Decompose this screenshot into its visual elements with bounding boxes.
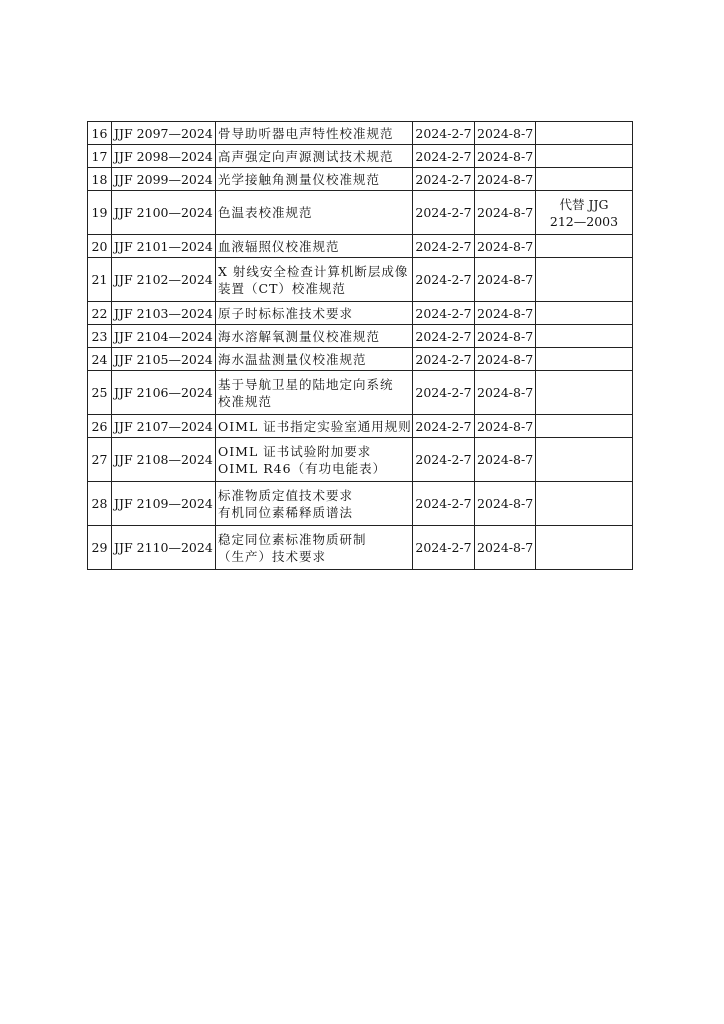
standard-name-cell (216, 191, 413, 235)
standard-code-cell: JJF 2103—2024 (112, 302, 216, 325)
standard-code-cell: JJF 2106—2024 (112, 371, 216, 415)
standard-code-cell: JJF 2105—2024 (112, 348, 216, 371)
row-number-cell: 19 (88, 191, 112, 235)
remark-line: 代替 JJG (559, 196, 609, 212)
standard-name-line: 色温表校准规范 (218, 205, 313, 220)
remark-cell (536, 145, 633, 168)
standard-name-cell (216, 168, 413, 191)
standard-name-line: X 射线安全检查计算机断层成像 (218, 263, 409, 279)
implementation-date-cell: 2024-8-7 (475, 371, 536, 415)
standard-name-line: 骨导助听器电声特性校准规范 (218, 125, 394, 141)
issue-date-cell: 2024-2-7 (413, 235, 475, 258)
standard-name-line: 原子时标标准技术要求 (218, 305, 354, 321)
standard-name-line: 校准规范 (218, 393, 273, 409)
standard-code-cell: JJF 2102—2024 (112, 258, 216, 302)
table-row (88, 191, 633, 235)
issue-date-cell: 2024-2-7 (413, 145, 475, 168)
standard-name-line: 稳定同位素标准物质研制 (218, 531, 367, 547)
standard-name-line: 血液辐照仪校准规范 (218, 238, 340, 254)
remark-cell (536, 325, 633, 348)
remark-cell (536, 348, 633, 371)
issue-date-cell: 2024-2-7 (413, 415, 475, 438)
implementation-date-cell: 2024-8-7 (475, 348, 536, 371)
standard-name-cell (216, 415, 413, 438)
row-number-cell: 28 (88, 482, 112, 526)
standard-name-cell (216, 235, 413, 258)
standard-name-line: （生产）技术要求 (218, 548, 327, 564)
remark-cell (536, 122, 633, 145)
standard-name-line: 高声强定向声源测试技术规范 (218, 148, 394, 164)
standard-name-cell (216, 371, 413, 415)
issue-date-cell: 2024-2-7 (413, 122, 475, 145)
standard-name-line: 海水温盐测量仪校准规范 (218, 351, 367, 367)
remark-cell (536, 438, 633, 482)
standard-name-line: 海水溶解氧测量仪校准规范 (218, 328, 381, 344)
table-row (88, 482, 633, 526)
issue-date-cell: 2024-2-7 (413, 168, 475, 191)
implementation-date-cell: 2024-8-7 (475, 415, 536, 438)
remark-cell (536, 526, 633, 570)
standards-table (87, 121, 633, 570)
implementation-date-cell: 2024-8-7 (475, 145, 536, 168)
standard-code-cell: JJF 2097—2024 (112, 122, 216, 145)
table-row (88, 325, 633, 348)
standard-name-cell (216, 258, 413, 302)
implementation-date-cell: 2024-8-7 (475, 235, 536, 258)
standard-name-cell (216, 145, 413, 168)
standard-name-line: OIML 证书指定实验室通用规则 (218, 418, 412, 434)
implementation-date-cell: 2024-8-7 (475, 302, 536, 325)
implementation-date-cell: 2024-8-7 (475, 325, 536, 348)
standard-name-line: 有机同位素稀释质谱法 (218, 504, 354, 520)
row-number-cell: 24 (88, 348, 112, 371)
remark-cell (536, 258, 633, 302)
issue-date-cell: 2024-2-7 (413, 348, 475, 371)
row-number-cell: 29 (88, 526, 112, 570)
implementation-date-cell: 2024-8-7 (475, 482, 536, 526)
issue-date-cell: 2024-2-7 (413, 371, 475, 415)
row-number-cell: 20 (88, 235, 112, 258)
standard-name-line: OIML R46（有功电能表） (218, 460, 387, 476)
row-number-cell: 26 (88, 415, 112, 438)
issue-date-cell: 2024-2-7 (413, 526, 475, 570)
row-number-cell: 22 (88, 302, 112, 325)
row-number-cell: 27 (88, 438, 112, 482)
remark-cell (536, 371, 633, 415)
remark-cell (536, 415, 633, 438)
standard-name-cell (216, 122, 413, 145)
standard-name-cell (216, 526, 413, 570)
remark-cell (536, 302, 633, 325)
remark-cell (536, 168, 633, 191)
standard-name-cell (216, 348, 413, 371)
standard-code-cell: JJF 2108—2024 (112, 438, 216, 482)
row-number-cell: 21 (88, 258, 112, 302)
standards-table-body (88, 122, 633, 570)
standard-name-cell (216, 482, 413, 526)
table-row (88, 145, 633, 168)
issue-date-cell: 2024-2-7 (413, 258, 475, 302)
standard-name-line: 基于导航卫星的陆地定向系统 (218, 376, 394, 392)
standard-code-cell: JJF 2099—2024 (112, 168, 216, 191)
issue-date-cell: 2024-2-7 (413, 438, 475, 482)
implementation-date-cell: 2024-8-7 (475, 438, 536, 482)
implementation-date-cell: 2024-8-7 (475, 191, 536, 235)
table-row (88, 371, 633, 415)
issue-date-cell: 2024-2-7 (413, 302, 475, 325)
remark-cell (536, 191, 633, 235)
table-row (88, 438, 633, 482)
implementation-date-cell: 2024-8-7 (475, 258, 536, 302)
standard-code-cell: JJF 2098—2024 (112, 145, 216, 168)
issue-date-cell: 2024-2-7 (413, 325, 475, 348)
table-row (88, 415, 633, 438)
issue-date-cell: 2024-2-7 (413, 191, 475, 235)
row-number-cell: 25 (88, 371, 112, 415)
standard-code-cell: JJF 2109—2024 (112, 482, 216, 526)
implementation-date-cell: 2024-8-7 (475, 122, 536, 145)
table-row (88, 302, 633, 325)
implementation-date-cell: 2024-8-7 (475, 526, 536, 570)
table-row (88, 348, 633, 371)
implementation-date-cell: 2024-8-7 (475, 168, 536, 191)
standard-name-line: OIML 证书试验附加要求 (218, 443, 372, 459)
table-row (88, 168, 633, 191)
standard-name-line: 光学接触角测量仪校准规范 (218, 171, 381, 187)
row-number-cell: 18 (88, 168, 112, 191)
table-row (88, 235, 633, 258)
remark-line: 212—2003 (549, 213, 619, 229)
row-number-cell: 16 (88, 122, 112, 145)
issue-date-cell: 2024-2-7 (413, 482, 475, 526)
standard-code-cell: JJF 2100—2024 (112, 191, 216, 235)
remark-cell (536, 235, 633, 258)
row-number-cell: 17 (88, 145, 112, 168)
standard-name-cell (216, 325, 413, 348)
table-row (88, 122, 633, 145)
table-row (88, 258, 633, 302)
standard-name-line: 标准物质定值技术要求 (218, 487, 354, 503)
standard-name-line: 装置（CT）校准规范 (218, 280, 346, 296)
standard-code-cell: JJF 2110—2024 (112, 526, 216, 570)
standard-name-cell (216, 302, 413, 325)
standard-code-cell: JJF 2101—2024 (112, 235, 216, 258)
standard-name-cell (216, 438, 413, 482)
row-number-cell: 23 (88, 325, 112, 348)
standard-code-cell: JJF 2104—2024 (112, 325, 216, 348)
remark-cell (536, 482, 633, 526)
standard-code-cell: JJF 2107—2024 (112, 415, 216, 438)
table-row (88, 526, 633, 570)
